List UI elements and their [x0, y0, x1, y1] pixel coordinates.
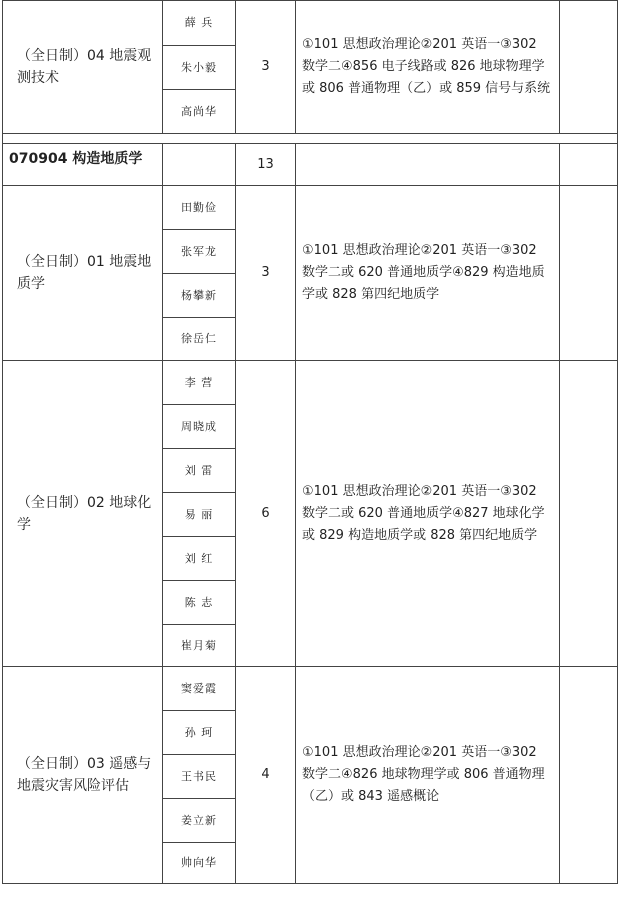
exam-subjects: ①101 思想政治理论②201 英语一③302 数学二或 620 普通地质学④827 地球化学或 829 构造地质学或 828 第四纪地质学: [296, 361, 560, 667]
tutor-cell: 姜立新: [163, 799, 236, 843]
tutor-cell: 刘 红: [163, 537, 236, 581]
tutor-cell: 刘 雷: [163, 449, 236, 493]
direction-cell: （全日制）01 地震地质学: [3, 186, 163, 361]
enrollment-count: 3: [236, 1, 296, 134]
direction-cell: （全日制）02 地球化学: [3, 361, 163, 667]
remarks-cell: [560, 361, 618, 667]
tutor-cell: 田勤俭: [163, 186, 236, 230]
remarks-cell: [560, 144, 618, 186]
direction-cell: （全日制）04 地震观测技术: [3, 1, 163, 134]
tutor-cell: [163, 144, 236, 186]
tutor-cell: 李 营: [163, 361, 236, 405]
tutor-cell: 朱小毅: [163, 46, 236, 90]
tutor-cell: 孙 珂: [163, 711, 236, 755]
tutor-cell: 周晓成: [163, 405, 236, 449]
enrollment-count: 6: [236, 361, 296, 667]
tutor-cell: 崔月菊: [163, 625, 236, 667]
remarks-cell: [560, 186, 618, 361]
exam-subjects: ①101 思想政治理论②201 英语一③302 数学二或 620 普通地质学④829 构造地质学或 828 第四纪地质学: [296, 186, 560, 361]
tutor-cell: 高尚华: [163, 90, 236, 134]
tutor-cell: 窦爱霞: [163, 667, 236, 711]
major-count: 13: [236, 144, 296, 186]
tutor-cell: 张军龙: [163, 230, 236, 274]
remarks-cell: [560, 1, 618, 134]
exam-subjects: ①101 思想政治理论②201 英语一③302 数学二④856 电子线路或 826 地球物理学或 806 普通物理（乙）或 859 信号与系统: [296, 1, 560, 134]
direction-cell: （全日制）03 遥感与地震灾害风险评估: [3, 667, 163, 884]
exam-subjects: ①101 思想政治理论②201 英语一③302 数学二④826 地球物理学或 806 普通物理（乙）或 843 遥感概论: [296, 667, 560, 884]
enrollment-count: 3: [236, 186, 296, 361]
admissions-table: [2, 0, 618, 884]
tutor-cell: 易 丽: [163, 493, 236, 537]
remarks-cell: [560, 667, 618, 884]
exam-subjects: [296, 144, 560, 186]
tutor-cell: 杨攀新: [163, 274, 236, 318]
tutor-cell: 徐岳仁: [163, 318, 236, 361]
spacer-row: [3, 134, 618, 144]
enrollment-count: 4: [236, 667, 296, 884]
tutor-cell: 薛 兵: [163, 1, 236, 46]
tutor-cell: 帅向华: [163, 843, 236, 884]
major-title: 070904 构造地质学: [3, 144, 163, 186]
tutor-cell: 王书民: [163, 755, 236, 799]
tutor-cell: 陈 志: [163, 581, 236, 625]
